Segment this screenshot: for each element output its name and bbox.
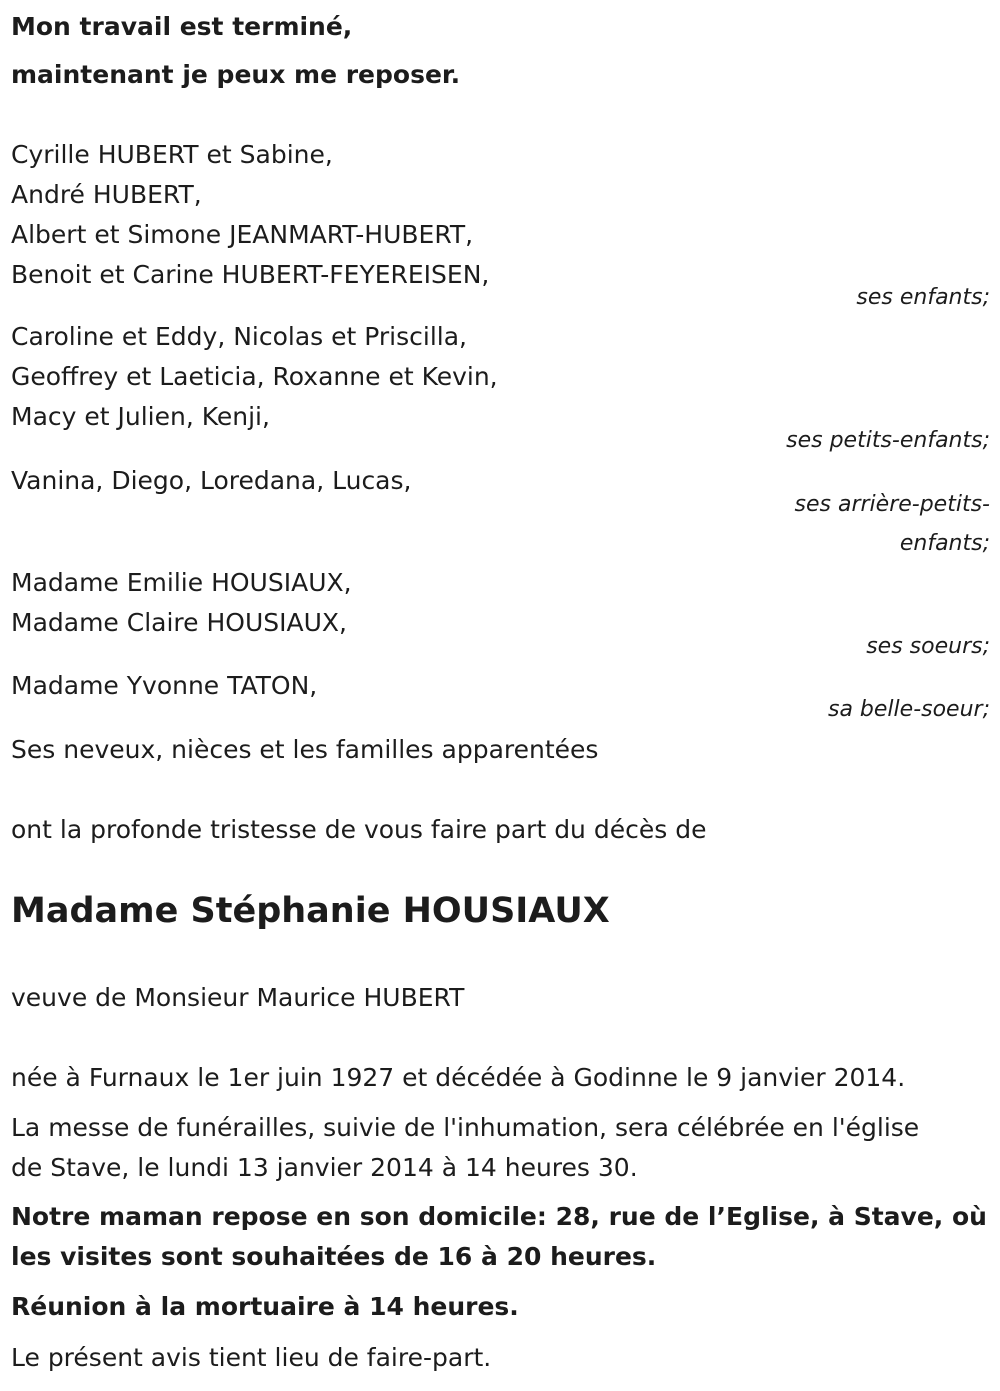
- sister-line-1: Madame Emilie HOUSIAUX,: [11, 568, 352, 597]
- epigraph-line-1: Mon travail est terminé,: [11, 12, 353, 41]
- funeral-line-2: de Stave, le lundi 13 janvier 2014 à 14 heures 30.: [11, 1153, 638, 1182]
- relation-sisters: ses soeurs;: [866, 634, 990, 659]
- relation-grandchildren: ses petits-enfants;: [786, 428, 990, 453]
- child-line-2: André HUBERT,: [11, 180, 202, 209]
- meeting-line: Réunion à la mortuaire à 14 heures.: [11, 1292, 519, 1321]
- visits-line-2: les visites sont souhaitées de 16 à 20 heures.: [11, 1242, 657, 1271]
- child-line-3: Albert et Simone JEANMART-HUBERT,: [11, 220, 474, 249]
- widow-line: veuve de Monsieur Maurice HUBERT: [11, 983, 465, 1012]
- epigraph-line-2: maintenant je peux me reposer.: [11, 60, 461, 89]
- sister-in-law-line: Madame Yvonne TATON,: [11, 671, 318, 700]
- grandchild-line-3: Macy et Julien, Kenji,: [11, 402, 270, 431]
- dates-line: née à Furnaux le 1er juin 1927 et décédée à Godinne le 9 janvier 2014.: [11, 1063, 906, 1092]
- relation-sister-in-law: sa belle-soeur;: [828, 697, 990, 722]
- child-line-4: Benoit et Carine HUBERT-FEYEREISEN,: [11, 260, 490, 289]
- relation-great-grandchildren-1: ses arrière-petits-: [794, 492, 990, 517]
- deceased-name: Madame Stéphanie HOUSIAUX: [11, 891, 610, 931]
- grandchild-line-2: Geoffrey et Laeticia, Roxanne et Kevin,: [11, 362, 498, 391]
- funeral-line-1: La messe de funérailles, suivie de l'inhumation, sera célébrée en l'église: [11, 1113, 920, 1142]
- family-line: Ses neveux, nièces et les familles apparentées: [11, 735, 599, 764]
- relation-great-grandchildren-2: enfants;: [899, 531, 990, 556]
- visits-line-1: Notre maman repose en son domicile: 28, rue de l’Eglise, à Stave, où: [11, 1202, 987, 1231]
- announcement-line: ont la profonde tristesse de vous faire part du décès de: [11, 815, 707, 844]
- grandchild-line-1: Caroline et Eddy, Nicolas et Priscilla,: [11, 322, 468, 351]
- relation-children: ses enfants;: [856, 285, 990, 310]
- child-line-1: Cyrille HUBERT et Sabine,: [11, 140, 333, 169]
- great-grandchild-line-1: Vanina, Diego, Loredana, Lucas,: [11, 466, 412, 495]
- closing-line: Le présent avis tient lieu de faire-part.: [11, 1343, 492, 1372]
- sister-line-2: Madame Claire HOUSIAUX,: [11, 608, 347, 637]
